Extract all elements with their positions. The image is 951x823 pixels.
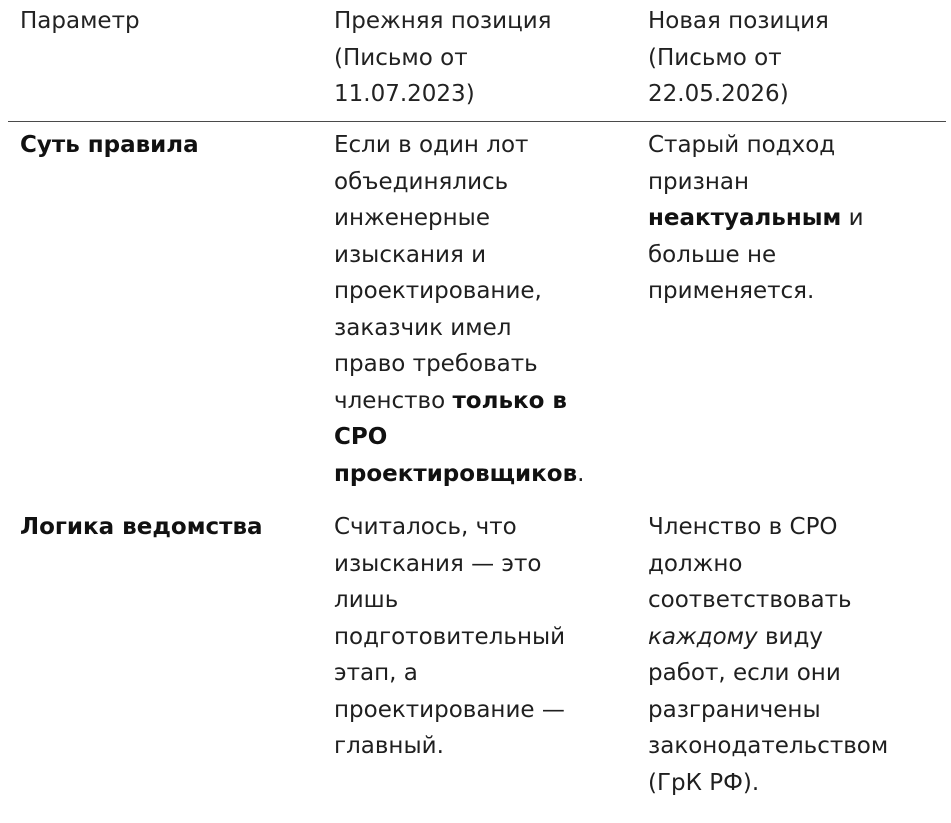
emphasis-text: проектировщиков — [334, 460, 578, 487]
row-new-position: Старый подход признан неактуальным и больше не применяется. — [648, 132, 864, 304]
row-parameter-label: Суть правила — [20, 132, 199, 158]
table-row — [0, 127, 951, 497]
header-parameter: Параметр — [20, 8, 140, 34]
emphasis-text: СРО — [334, 424, 388, 450]
row-parameter-label: Логика ведомства — [20, 514, 263, 540]
row-old-position: Считалось, что изыскания — это лишь подготовительный этап, а проектирование — главный. — [334, 514, 566, 759]
header-old-position: Прежняя позиция (Письмо от 11.07.2023) — [334, 8, 552, 107]
header-divider — [8, 121, 946, 122]
table-row — [0, 509, 951, 809]
emphasis-text: неактуальным — [648, 205, 842, 231]
header-new-position: Новая позиция (Письмо от 22.05.2026) — [648, 8, 829, 107]
table-header-row — [0, 0, 951, 121]
emphasis-text: только в — [452, 387, 567, 414]
italic-emphasis-text: каждому — [648, 623, 758, 650]
row-old-position: Если в один лот объединялись инженерные изыскания и проектирование, заказчик имел право требовать членство только в СРО проектировщиков. — [334, 132, 585, 487]
row-new-position: Членство в СРО должно соответствовать каждому виду работ, если они разграничены законодательством (ГрК РФ). — [648, 514, 889, 796]
